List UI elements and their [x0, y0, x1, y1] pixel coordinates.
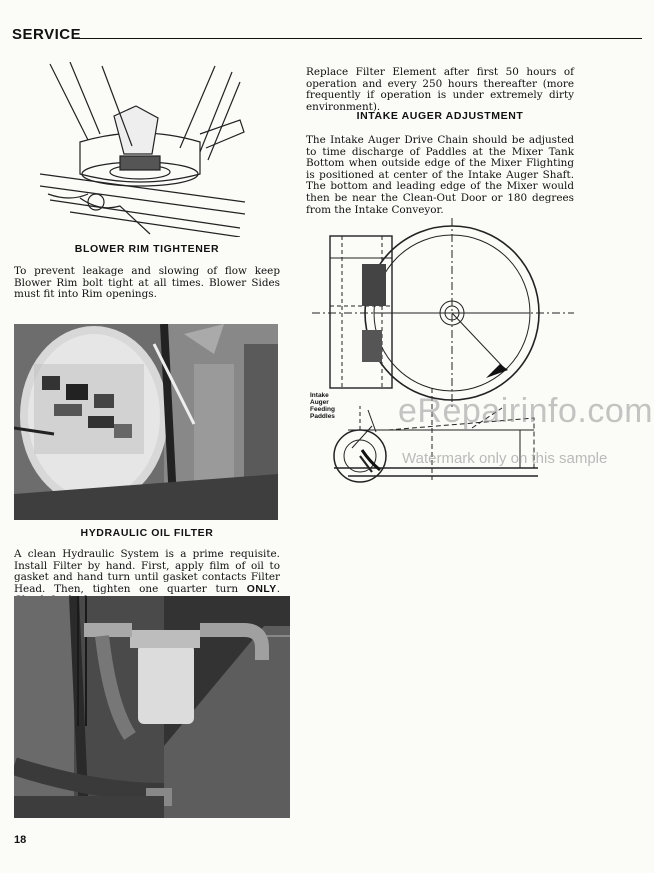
blower-rim-photo — [14, 324, 278, 520]
label-line-3: Feeding — [310, 406, 335, 413]
intake-auger-heading: INTAKE AUGER ADJUSTMENT — [356, 110, 524, 122]
hydraulic-filter-heading: HYDRAULIC OIL FILTER — [80, 527, 214, 539]
blower-rim-text: To prevent leakage and slowing of flow keep Blower Rim bolt tight at all times. Blower Sides must fit into Rim openings. — [14, 265, 280, 301]
hydraulic-text-start: A clean Hydraulic System is a prime requisite. Install Filter by hand. First, apply film of oil to gasket and hand turn until gasket contacts Filter Head. Then, tighten one quarter turn — [14, 548, 280, 595]
hydraulic-text-emphasis: ONLY — [246, 583, 277, 595]
blower-rim-heading: BLOWER RIM TIGHTENER — [74, 243, 220, 255]
header-rule — [80, 38, 642, 39]
watermark-site: eRepairinfo.com — [398, 392, 654, 430]
watermark-note: Watermark only on this sample — [402, 450, 608, 467]
hydraulic-text-end: . — [276, 582, 280, 595]
label-line-4: Paddles — [310, 413, 335, 420]
blower-rim-illustration — [40, 62, 245, 237]
label-line-2: Auger — [310, 399, 329, 406]
page-number: 18 — [14, 834, 27, 846]
intake-auger-text: The Intake Auger Drive Chain should be adjusted to time discharge of Paddles at the Mixer Tank Bottom when outside edge of the Mixer Flighting is positioned at center of the Intake Auger Shaft. The bottom and leading edge of the Mixer would then be near the Clean-Out Door or 180 degrees from the Intake Conveyor. — [306, 134, 574, 216]
intake-auger-paddles-label — [310, 392, 350, 420]
filter-replacement-note: Replace Filter Element after first 50 hours of operation and every 250 hours thereafter (more frequently if operation is under extremely dirty environment). — [306, 66, 574, 113]
label-line-1: Intake — [310, 392, 329, 399]
hydraulic-filter-photo — [14, 596, 290, 818]
page-title: SERVICE — [12, 26, 82, 43]
